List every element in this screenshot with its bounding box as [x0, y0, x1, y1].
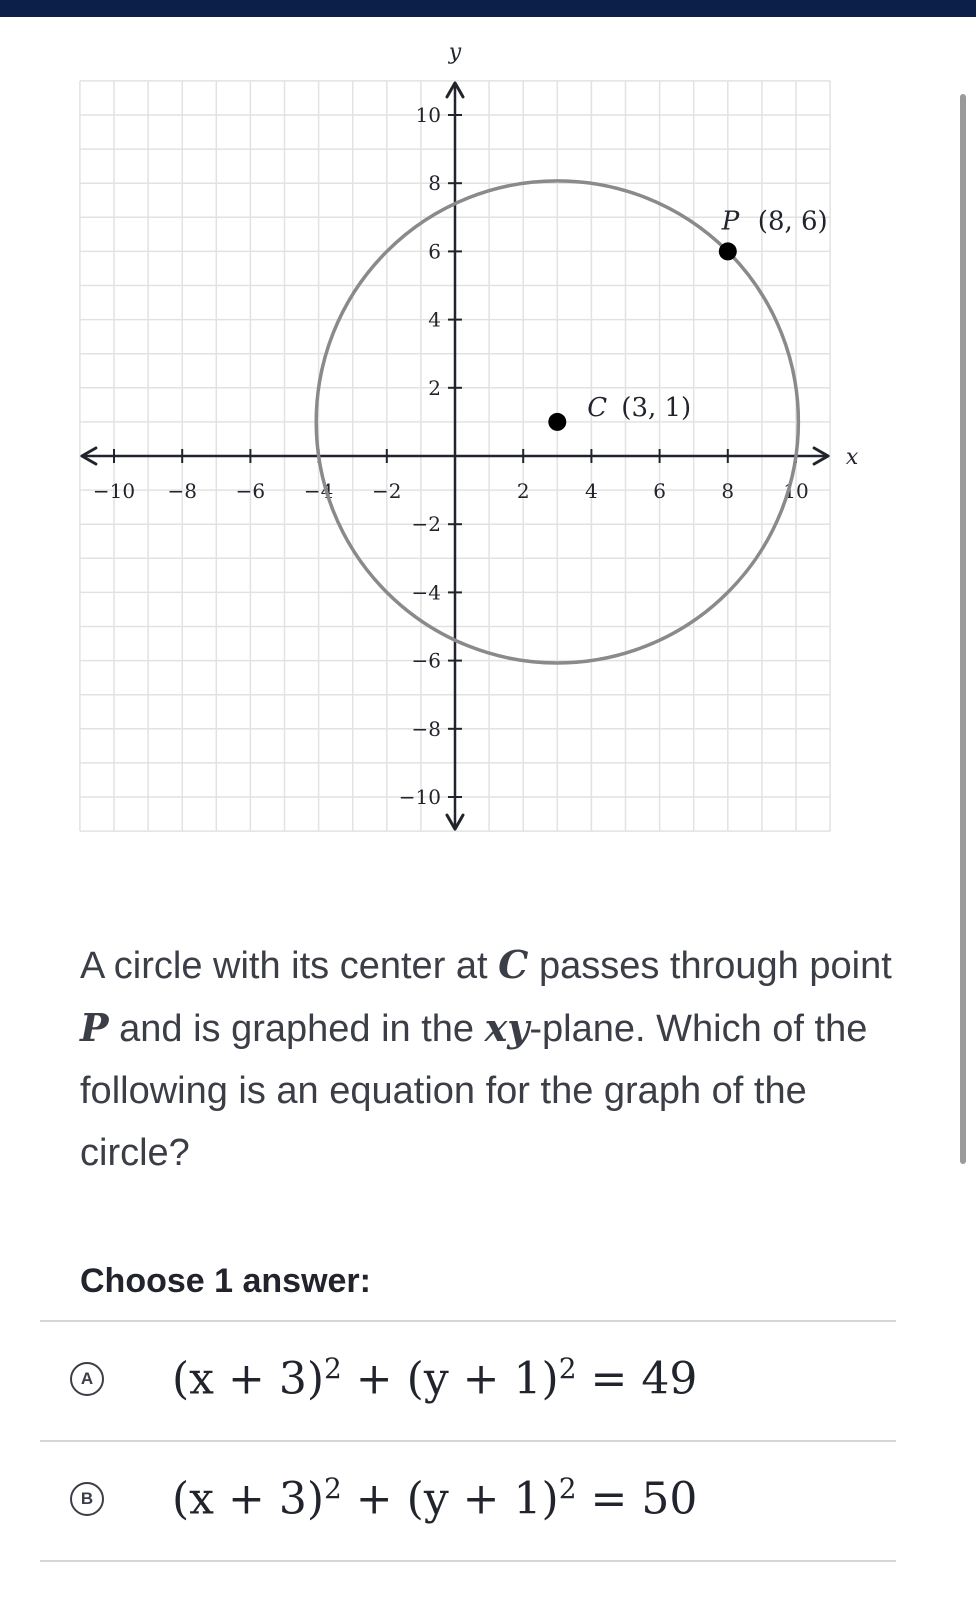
y-tick-label: 10 — [415, 103, 441, 127]
question-var-p: P — [80, 1005, 109, 1050]
point-p — [719, 242, 737, 260]
point-c-name: C — [587, 392, 608, 423]
y-tick-label: 8 — [428, 171, 441, 196]
choice-b-exp-1: 2 — [323, 1472, 342, 1505]
choice-b-exp-2: 2 — [558, 1472, 577, 1505]
question-var-c: C — [498, 942, 529, 987]
x-tick-label: 4 — [585, 479, 598, 503]
question-part-4: -plane. Which of the following is an equation for the graph of the circle? — [80, 1008, 868, 1174]
question-part-3: and is graphed in the — [108, 1008, 485, 1050]
choice-a-exp-1: 2 — [323, 1352, 342, 1385]
divider — [40, 1560, 896, 1562]
coordinate-graph — [0, 30, 976, 860]
x-tick-label: 2 — [516, 479, 530, 503]
choice-b-equation — [172, 1472, 697, 1525]
choice-a-exp-2: 2 — [558, 1352, 577, 1385]
y-tick-label: −6 — [411, 648, 441, 673]
x-tick-label: −4 — [303, 479, 334, 503]
choice-b[interactable] — [40, 1442, 896, 1560]
y-tick-label: 4 — [428, 307, 441, 332]
choice-a-equation — [172, 1352, 697, 1405]
y-tick-label: −10 — [398, 785, 441, 809]
choice-a-term-1: (x + 3) — [172, 1353, 324, 1405]
y-tick-label: −4 — [411, 580, 441, 605]
x-tick-label: 8 — [721, 479, 735, 503]
choice-b-rhs: = 50 — [576, 1473, 698, 1525]
choice-b-term-1: (x + 3) — [172, 1473, 324, 1525]
choice-a[interactable] — [40, 1322, 896, 1440]
top-bar — [0, 0, 976, 17]
y-axis-label: y — [448, 39, 462, 65]
question-part-2: passes through point — [528, 945, 892, 987]
x-axis-label: x — [845, 445, 859, 470]
choice-b-term-2: + (y + 1) — [341, 1473, 559, 1525]
choice-b-badge: B — [70, 1482, 104, 1516]
x-tick-label: 6 — [653, 479, 666, 503]
point-c — [548, 413, 566, 431]
y-tick-label: 2 — [428, 375, 441, 400]
x-tick-label: 10 — [783, 479, 809, 503]
choice-a-term-2: + (y + 1) — [341, 1353, 559, 1405]
x-tick-label: −8 — [167, 479, 197, 503]
y-tick-label: −2 — [411, 512, 441, 537]
choice-a-rhs: = 49 — [576, 1353, 698, 1405]
y-tick-label: 6 — [428, 239, 441, 264]
choose-prompt: Choose 1 answer: — [80, 1262, 371, 1300]
x-tick-label: −6 — [235, 479, 266, 503]
point-p-coords: (8, 6) — [757, 206, 828, 237]
question-var-xy: xy — [484, 1005, 530, 1050]
question-text — [80, 934, 920, 1184]
point-c-coords: (3, 1) — [621, 392, 692, 423]
y-tick-label: −8 — [411, 716, 441, 741]
point-p-name: P — [721, 206, 740, 237]
x-tick-label: −2 — [372, 479, 402, 503]
question-part-1: A circle with its center at — [80, 945, 499, 987]
choice-a-badge: A — [70, 1362, 104, 1396]
x-tick-label: −10 — [92, 479, 136, 503]
